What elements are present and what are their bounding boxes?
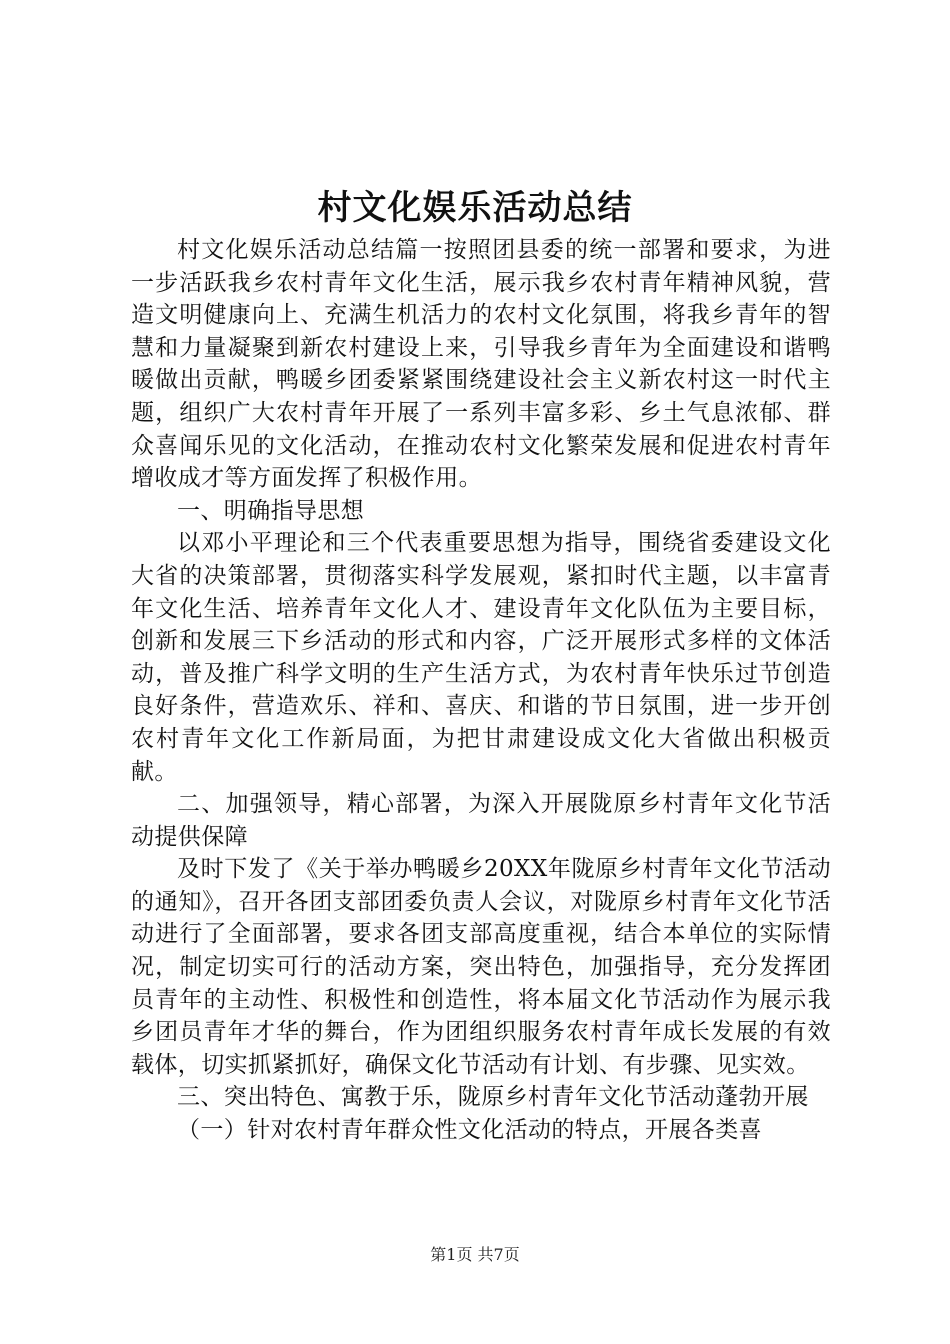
- document-body: [131, 234, 831, 1147]
- section-heading-1: 一、明确指导思想: [177, 497, 365, 524]
- section-heading-2: 二、加强领导，精心部署，为深入开展陇原乡村青年文化节活动提供保障: [131, 791, 831, 850]
- document-title: 村文化娱乐活动总结: [317, 188, 633, 228]
- paragraph-subsection-1: （一）针对农村青年群众性文化活动的特点，开展各类喜: [177, 1117, 762, 1144]
- paragraph-intro: 村文化娱乐活动总结篇一按照团县委的统一部署和要求，为进一步活跃我乡农村青年文化生活，展示我乡农村青年精神风貌，营造文明健康向上、充满生机活力的农村文化氛围，将我乡青年的智慧和力量凝聚到新农村建设上来，引导我乡青年为全面建设和谐鸭暖做出贡献，鸭暖乡团委紧紧围绕建设社会主义新农村这一时代主题，组织广大农村青年开展了一系列丰富多彩、乡土气息浓郁、群众喜闻乐见的文化活动，在推动农村文化繁荣发展和促进农村青年增收成才等方面发挥了积极作用。: [131, 237, 831, 492]
- paragraph-deployment: 及时下发了《关于举办鸭暖乡20XX年陇原乡村青年文化节活动的通知》，召开各团支部团委负责人会议，对陇原乡村青年文化节活动进行了全面部署，要求各团支部高度重视，结合本单位的实际情况，制定切实可行的活动方案，突出特色，加强指导，充分发挥团员青年的主动性、积极性和创造性，将本届文化节活动作为展示我乡团员青年才华的舞台，作为团组织服务农村青年成长发展的有效载体，切实抓紧抓好，确保文化节活动有计划、有步骤、见实效。: [131, 856, 831, 1078]
- section-heading-3: 三、突出特色、寓教于乐，陇原乡村青年文化节活动蓬勃开展: [177, 1084, 809, 1111]
- page-footer: 第1页 共7页: [430, 1245, 520, 1264]
- paragraph-guiding-thought: 以邓小平理论和三个代表重要思想为指导，围绕省委建设文化大省的决策部署，贯彻落实科学发展观，紧扣时代主题，以丰富青年文化生活、培养青年文化人才、建设青年文化队伍为主要目标，创新和发展三下乡活动的形式和内容，广泛开展形式多样的文体活动，普及推广科学文明的生产生活方式，为农村青年快乐过节创造良好条件，营造欢乐、祥和、喜庆、和谐的节日氛围，进一步开创农村青年文化工作新局面，为把甘肃建设成文化大省做出积极贡献。: [131, 530, 831, 785]
